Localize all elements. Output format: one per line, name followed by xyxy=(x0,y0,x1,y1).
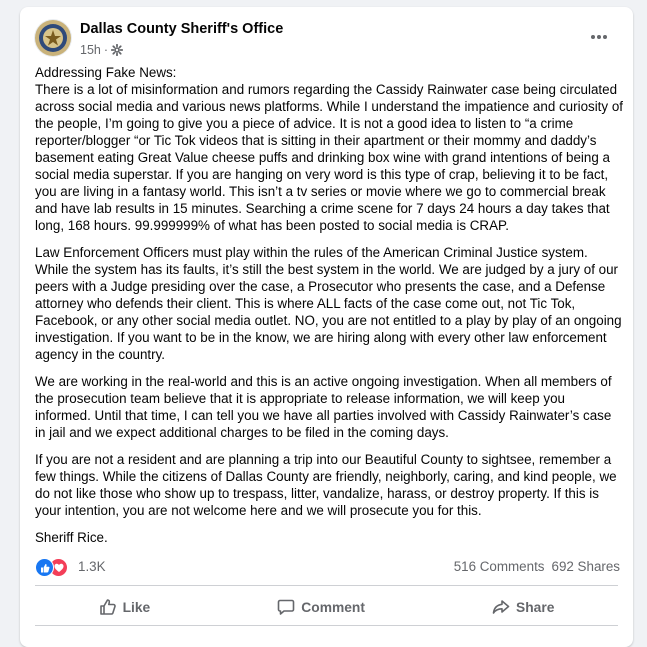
shares-count[interactable]: 692 Shares xyxy=(551,559,620,574)
share-icon xyxy=(492,598,510,616)
more-options-icon xyxy=(590,34,608,40)
post-signature: Sheriff Rice. xyxy=(35,530,108,545)
post-time[interactable]: 15h xyxy=(80,43,101,57)
reactions-bar xyxy=(35,556,620,578)
thumbs-up-icon xyxy=(35,558,54,577)
post-paragraph-4: If you are not a resident and are planning a trip into our Beautiful County to sightsee, remember a few things. While the citizens of Dallas County are friendly, neighborly, caring, and kind people, we do not like those who show up to trespass, litter, vandalize, harass, or destroy property. If this is your intention, you are not welcome here and we will prosecute you for this. xyxy=(35,452,617,518)
like-button[interactable] xyxy=(79,594,171,620)
gear-icon[interactable] xyxy=(111,44,123,56)
post-header xyxy=(34,19,619,59)
post-paragraph-2: Law Enforcement Officers must play within the rules of the American Criminal Justice system. While the system has its faults, it’s still the best system in the world. We are judged by a jury of our peers with a Judge presiding over the case, a Prosecutor who presents the case, and a Defense attorney who defends their client. This is where ALL facts of the case come out, not Tic Tok, Facebook, or any other social media outlet. NO, you are not entitled to a play by play of an ongoing investigation. If you want to be in the know, we are hiring along with every other law enforcement agency in the country. xyxy=(35,245,622,362)
meta-separator: · xyxy=(103,43,109,57)
post-card xyxy=(20,7,633,647)
post-actions xyxy=(35,590,618,624)
sheriff-badge-icon xyxy=(34,19,72,57)
post-paragraph-3: We are working in the real-world and this is an active ongoing investigation. When all members of the prosecution team believe that it is appropriate to release information, we will keep you informed. Until that time, I can tell you we have all parties involved with Cassidy Rainwater’s case in jail and we expect additional charges to be filed in the coming days. xyxy=(35,374,612,440)
comments-count[interactable]: 516 Comments xyxy=(453,559,545,574)
more-options-button[interactable] xyxy=(585,25,613,49)
thumbs-up-icon xyxy=(99,598,117,616)
post-paragraph-1: Addressing Fake News: There is a lot of misinformation and rumors regarding the Cassidy Rainwater case being circulated across social media and various news platforms. While I understand the impatience and curiosity of the people, I’m going to give you a piece of advice. It is not a good idea to listen to “a crime reporter/blogger “or Tic Tok videos that is sitting in their apartment or their mommy and daddy’s basement eating Great Value cheese puffs and drinking box wine with grand intentions of being a social media superstar. If you are hanging on very word is this type of crap, believing it to be fact, you are living in a fantasy world. This isn’t a tv series or movie where we go to commercial break and have lab results in 15 minutes. Searching a crime scene for 7 days 24 hours a day takes that long, 168 hours. 99.999999% of what has been posted to social media is CRAP. xyxy=(35,65,623,233)
avatar[interactable] xyxy=(34,19,72,57)
share-label: Share xyxy=(516,599,555,615)
like-label: Like xyxy=(122,599,151,615)
post-body xyxy=(35,64,623,556)
comment-icon xyxy=(277,598,295,616)
reaction-icons[interactable] xyxy=(35,558,68,577)
post-meta xyxy=(80,43,123,57)
page-name[interactable]: Dallas County Sheriff's Office xyxy=(80,21,284,37)
reaction-count[interactable]: 1.3K xyxy=(78,559,106,574)
engagement-counts xyxy=(454,559,620,574)
comment-button[interactable] xyxy=(257,594,385,620)
share-button[interactable] xyxy=(472,594,574,620)
comment-label: Comment xyxy=(301,599,365,615)
divider xyxy=(35,585,618,586)
